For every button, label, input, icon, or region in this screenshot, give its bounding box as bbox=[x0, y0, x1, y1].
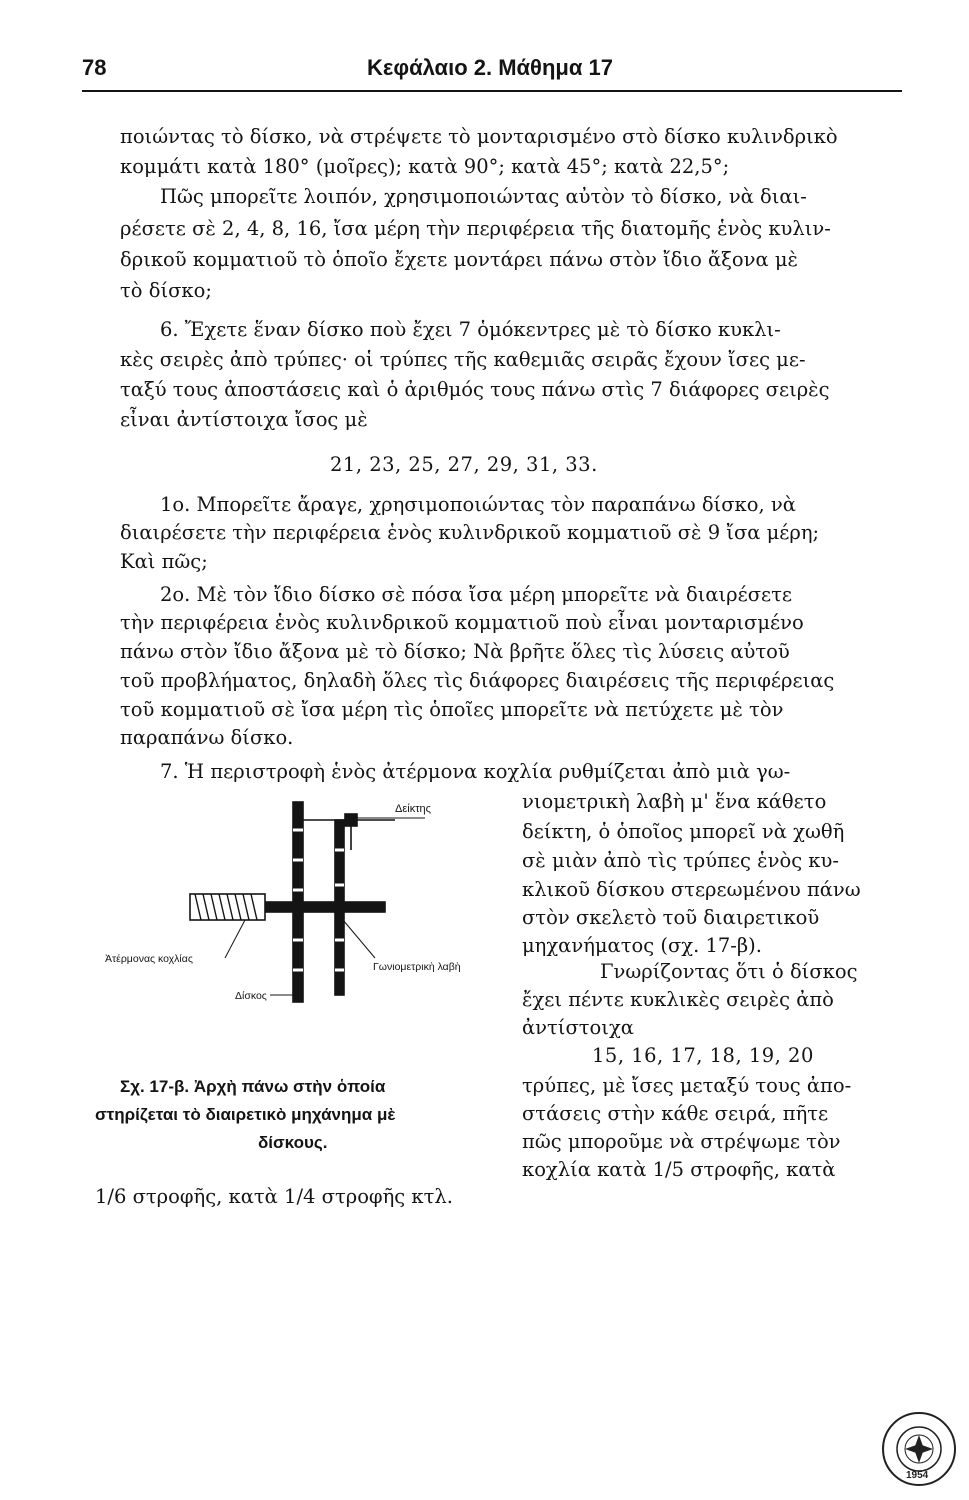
text-line: τὸ δίσκο; bbox=[120, 279, 212, 302]
text-line: κοχλία κατὰ 1/5 στροφῆς, κατὰ bbox=[522, 1158, 836, 1181]
text-line: τοῦ κομματιοῦ σὲ ἴσα μέρη τὶς ὁποῖες μπορεῖτε νὰ πετύχετε μὲ τὸν bbox=[120, 698, 784, 721]
text-line: μηχανήματος (σχ. 17-β). bbox=[522, 934, 762, 957]
label-disk: Δίσκος bbox=[235, 990, 267, 1002]
page-number: 78 bbox=[82, 55, 107, 80]
text-line: κὲς σειρὲς ἀπὸ τρύπες· οἱ τρύπες τῆς καθεμιᾶς σειρᾶς ἔχουν ἴσες με- bbox=[120, 348, 806, 371]
text-line: δρικοῦ κομματιοῦ τὸ ὁποῖο ἔχετε μοντάρει πάνω στὸν ἴδιο ἄξονα μὲ bbox=[120, 248, 799, 271]
text-line: στὸν σκελετὸ τοῦ διαιρετικοῦ bbox=[522, 906, 820, 929]
text-line: ἔχει πέντε κυκλικὲς σειρὲς ἀπὸ bbox=[522, 988, 834, 1011]
text-line: παραπάνω δίσκο. bbox=[120, 726, 294, 749]
text-line: 7. Ἡ περιστροφὴ ἑνὸς ἀτέρμονα κοχλία ρυθμίζεται ἀπὸ μιὰ γω- bbox=[160, 760, 791, 783]
text-line: 6. Ἔχετε ἕναν δίσκο ποὺ ἔχει 7 ὁμόκεντρες μὲ τὸ δίσκο κυκλι- bbox=[160, 318, 781, 341]
text-line: δείκτη, ὁ ὁποῖος μπορεῖ νὰ χωθῆ bbox=[522, 820, 845, 843]
text-line: ποιώντας τὸ δίσκο, νὰ στρέψετε τὸ μονταρισμένο στὸ δίσκο κυλινδρικὸ bbox=[120, 125, 838, 148]
text-line: τρύπες, μὲ ἴσες μεταξύ τους ἀπο- bbox=[522, 1074, 852, 1097]
text-line: ἀντίστοιχα bbox=[522, 1016, 634, 1039]
text-line: ταξύ τους ἀποστάσεις καὶ ὁ ἀριθμός τους πάνω στὶς 7 διάφορες σειρὲς bbox=[120, 378, 830, 401]
text-line: 1ο. Μπορεῖτε ἄραγε, χρησιμοποιώντας τὸν παραπάνω δίσκο, νὰ bbox=[160, 493, 796, 516]
text-line: Πῶς μπορεῖτε λοιπόν, χρησιμοποιώντας αὐτὸν τὸ δίσκο, νὰ διαι- bbox=[160, 185, 807, 208]
foundation-stamp bbox=[880, 1410, 958, 1488]
text-line: κομμάτι κατὰ 180° (μοῖρες); κατὰ 90°; κατὰ 45°; κατὰ 22,5°; bbox=[120, 155, 730, 178]
text-line: Καὶ πῶς; bbox=[120, 550, 208, 573]
indicator-pin bbox=[345, 814, 357, 826]
text-line: στάσεις στὴν κάθε σειρά, πῆτε bbox=[522, 1102, 829, 1125]
text-line: 1/6 στροφῆς, κατὰ 1/4 στροφῆς κτλ. bbox=[95, 1185, 453, 1208]
label-handle: Γωνιομετρικὴ λαβὴ bbox=[373, 961, 461, 973]
text-line: τοῦ προβλήματος, δηλαδὴ ὅλες τὶς διάφορες διαιρέσεις τῆς περιφέρειας bbox=[120, 669, 835, 692]
label-worm: Ἀτέρμονας κοχλίας bbox=[105, 953, 193, 965]
text-line: κλικοῦ δίσκου στερεωμένου πάνω bbox=[522, 878, 861, 901]
label-indicator: Δείκτης bbox=[395, 803, 431, 815]
text-line: Γνωρίζοντας ὅτι ὁ δίσκος bbox=[600, 960, 858, 983]
stamp-year: 1954 bbox=[906, 1470, 929, 1481]
running-head: Κεφάλαιο 2. Μάθημα 17 bbox=[367, 55, 613, 80]
dividing-head-diagram bbox=[95, 790, 515, 1020]
figure-caption-line: δίσκους. bbox=[258, 1133, 328, 1152]
text-line: ρέσετε σὲ 2, 4, 8, 16, ἴσα μέρη τὴν περιφέρεια τῆς διατομῆς ἑνὸς κυλιν- bbox=[120, 217, 831, 240]
figure-caption-line: στηρίζεται τὸ διαιρετικὸ μηχάνημα μὲ bbox=[95, 1105, 396, 1124]
text-line: διαιρέσετε τὴν περιφέρεια ἑνὸς κυλινδρικοῦ κομματιοῦ σὲ 9 ἴσα μέρη; bbox=[120, 521, 820, 544]
text-line: τὴν περιφέρεια ἑνὸς κυλινδρικοῦ κομματιοῦ ποὺ εἶναι μονταρισμένο bbox=[120, 611, 804, 634]
text-line: πῶς μποροῦμε νὰ στρέψωμε τὸν bbox=[522, 1130, 841, 1153]
text-line: 2ο. Μὲ τὸν ἴδιο δίσκο σὲ πόσα ἴσα μέρη μπορεῖτε νὰ διαιρέσετε bbox=[160, 583, 793, 606]
text-line: εἶναι ἀντίστοιχα ἴσος μὲ bbox=[120, 408, 368, 431]
figure-caption-line: Σχ. 17-β. Ἀρχὴ πάνω στὴν ὁποία bbox=[120, 1077, 386, 1096]
hole-counts: 21, 23, 25, 27, 29, 31, 33. bbox=[330, 453, 598, 476]
text-line: σὲ μιὰν ἀπὸ τὶς τρύπες ἑνὸς κυ- bbox=[522, 849, 839, 872]
text-line: νιομετρικὴ λαβὴ μ' ἕνα κάθετο bbox=[522, 790, 827, 813]
text-line: πάνω στὸν ἴδιο ἄξονα μὲ τὸ δίσκο; Νὰ βρῆτε ὅλες τὶς λύσεις αὐτοῦ bbox=[120, 640, 790, 663]
hole-counts: 15, 16, 17, 18, 19, 20 bbox=[592, 1044, 814, 1067]
page-header bbox=[82, 50, 902, 92]
